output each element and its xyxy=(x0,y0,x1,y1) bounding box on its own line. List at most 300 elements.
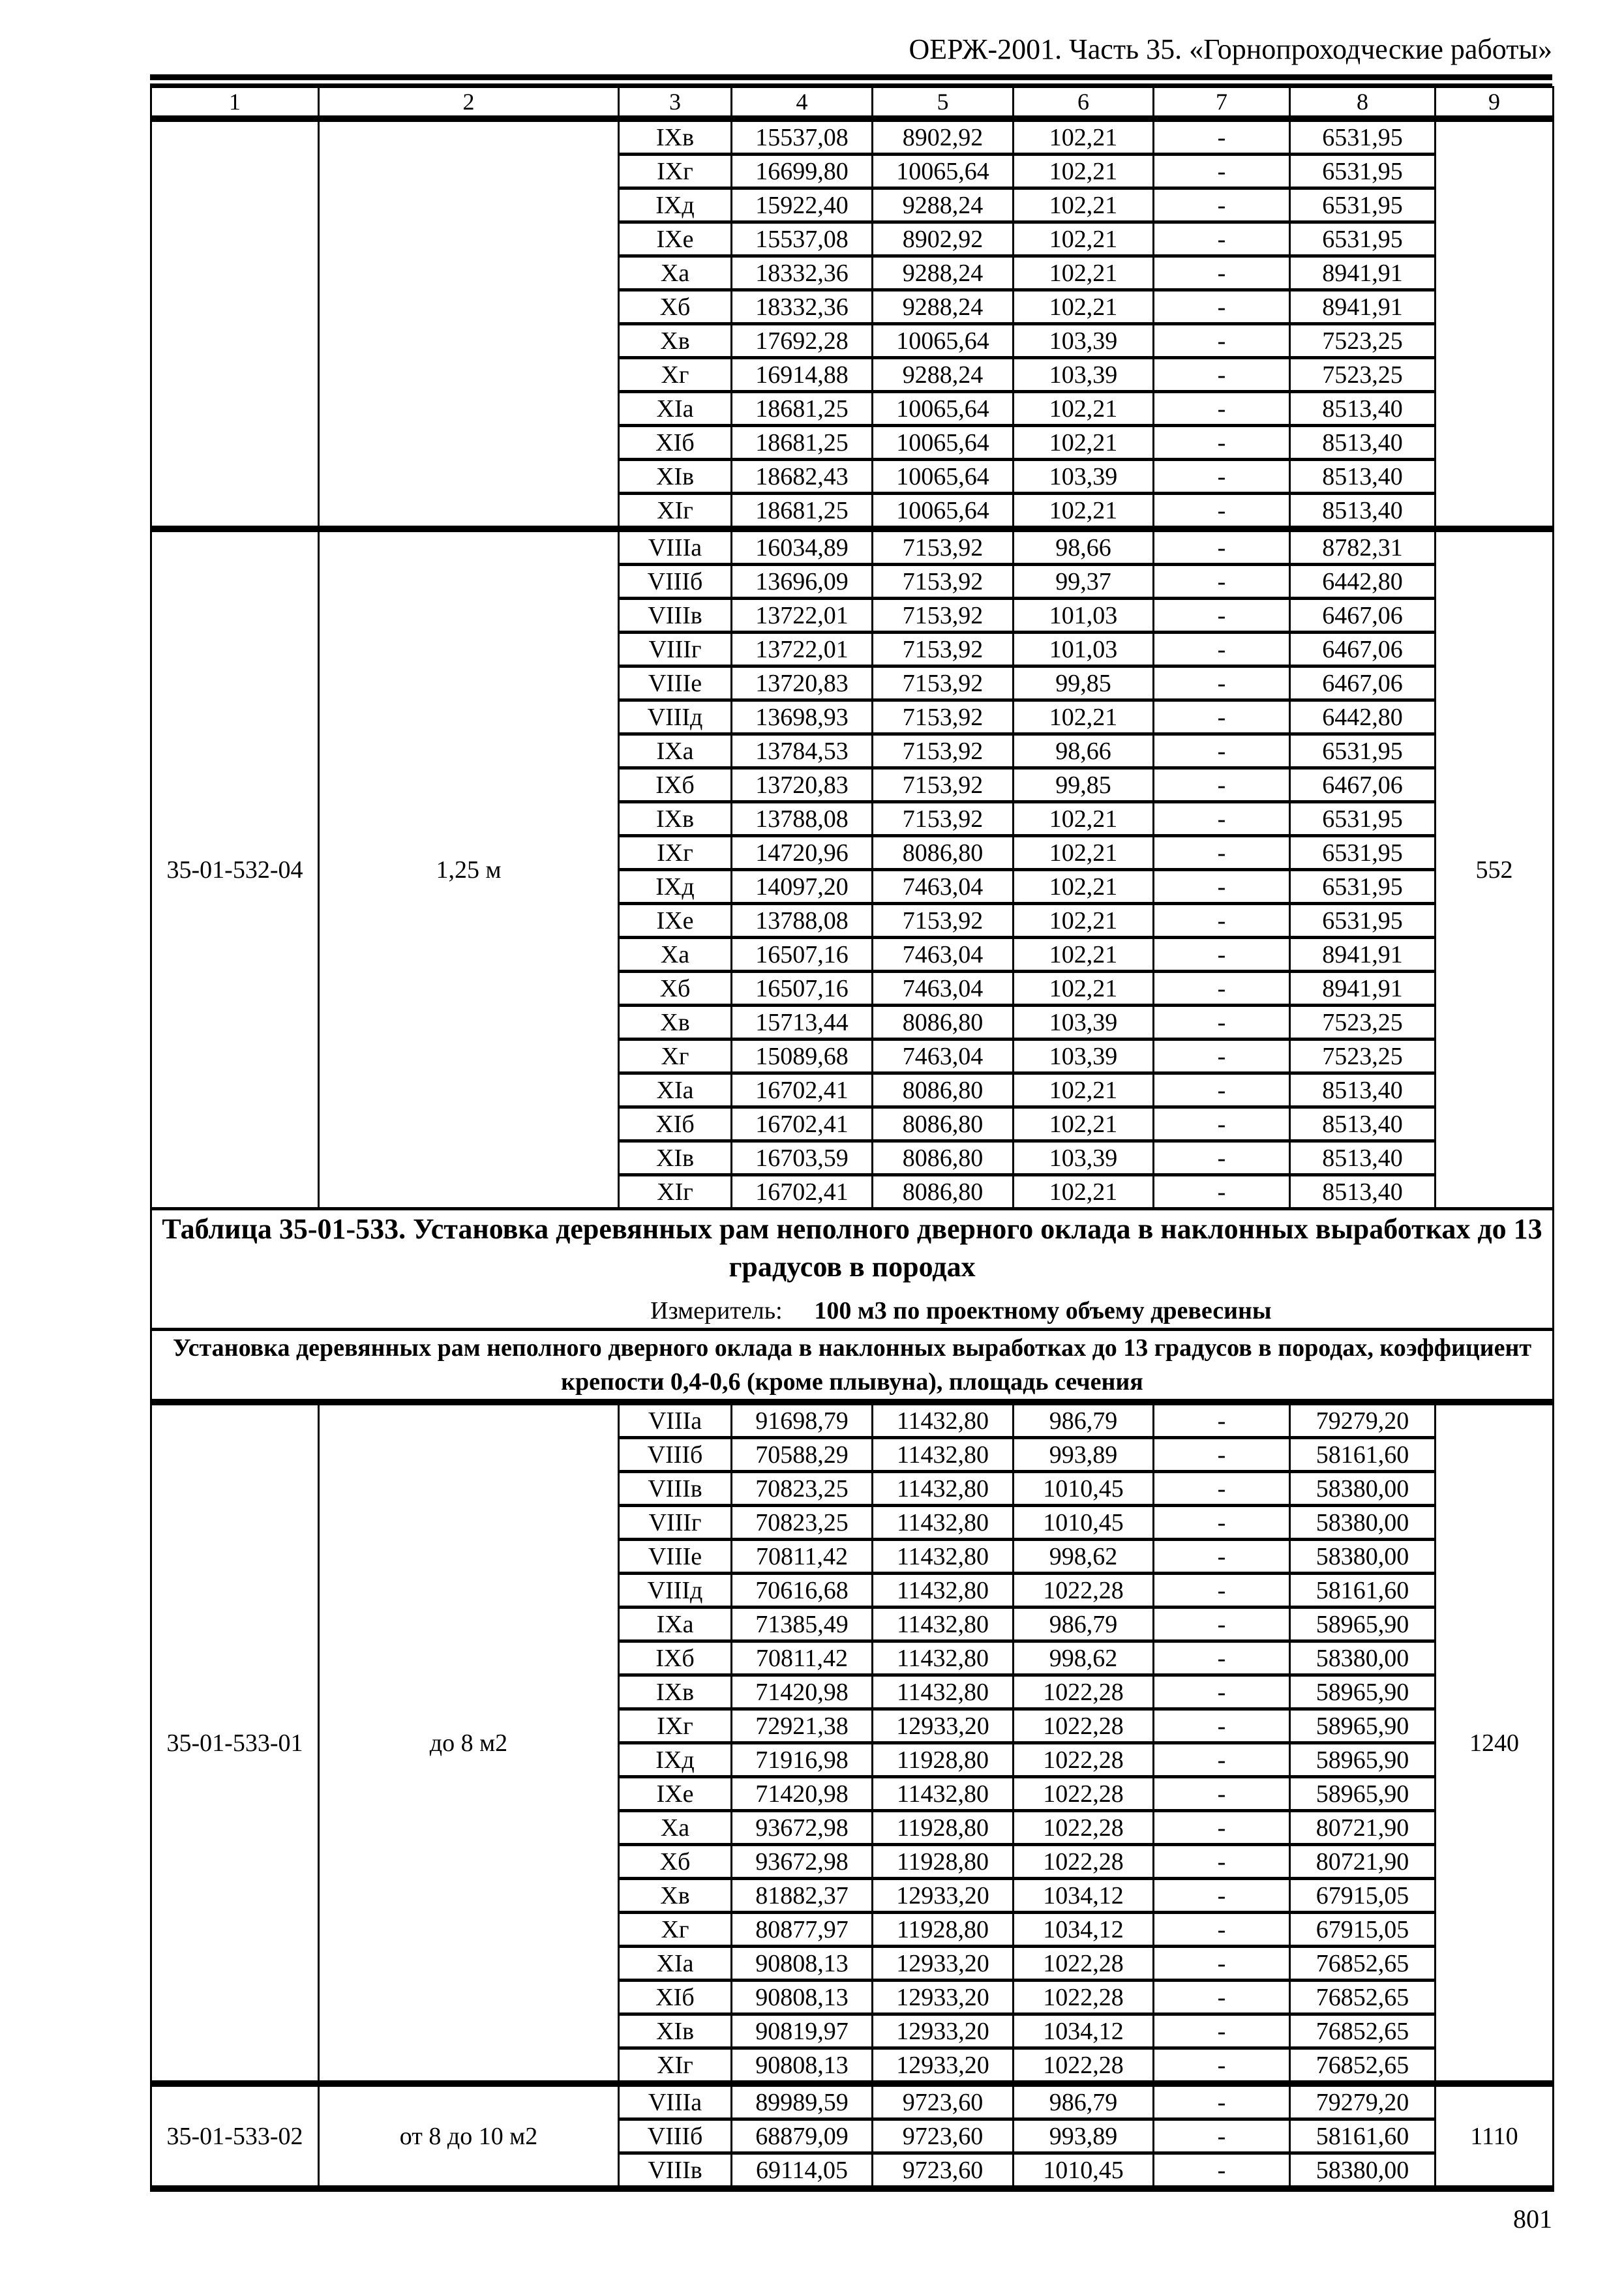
value-cell: 8086,80 xyxy=(873,836,1014,870)
value-cell: 6442,80 xyxy=(1290,565,1436,599)
value-cell: 10065,64 xyxy=(873,155,1014,188)
value-cell: 16914,88 xyxy=(732,358,873,392)
dash-cell: - xyxy=(1154,1175,1290,1209)
value-cell: 1022,28 xyxy=(1014,1845,1154,1879)
value-cell: 17692,28 xyxy=(732,324,873,358)
dash-cell: - xyxy=(1154,1006,1290,1040)
measure-row xyxy=(338,1296,1552,1325)
value-cell: 7463,04 xyxy=(873,1040,1014,1073)
grade-cell: Xг xyxy=(619,1040,732,1073)
value-cell: 8513,40 xyxy=(1290,392,1436,426)
grade-cell: VIIIа xyxy=(619,2084,732,2119)
value-cell: 13698,93 xyxy=(732,700,873,734)
grade-cell: XIа xyxy=(619,392,732,426)
value-cell: 93672,98 xyxy=(732,1811,873,1845)
value-cell: 93672,98 xyxy=(732,1845,873,1879)
value-cell: 7153,92 xyxy=(873,768,1014,802)
value-cell: 58380,00 xyxy=(1290,2153,1436,2189)
header-divider-rule xyxy=(150,74,1552,86)
value-cell: 76852,65 xyxy=(1290,1947,1436,1981)
value-cell: 13720,83 xyxy=(732,768,873,802)
grade-cell: IXа xyxy=(619,734,732,768)
value-cell: 7153,92 xyxy=(873,565,1014,599)
value-cell: 16702,41 xyxy=(732,1107,873,1141)
value-cell: 18682,43 xyxy=(732,460,873,494)
value-cell: 68879,09 xyxy=(732,2119,873,2153)
grade-cell: XIг xyxy=(619,1175,732,1209)
value-cell: 89989,59 xyxy=(732,2084,873,2119)
value-cell: 91698,79 xyxy=(732,1402,873,1438)
rate-code-cell: 35-01-533-02 xyxy=(151,2084,319,2189)
value-cell: 11432,80 xyxy=(873,1608,1014,1641)
value-cell: 7153,92 xyxy=(873,904,1014,938)
dash-cell: - xyxy=(1154,2014,1290,2048)
value-cell: 6531,95 xyxy=(1290,870,1436,904)
value-cell: 102,21 xyxy=(1014,222,1154,256)
value-cell: 15089,68 xyxy=(732,1040,873,1073)
value-cell: 16703,59 xyxy=(732,1141,873,1175)
value-cell: 6531,95 xyxy=(1290,836,1436,870)
value-cell: 81882,37 xyxy=(732,1879,873,1913)
value-cell: 15713,44 xyxy=(732,1006,873,1040)
dash-cell: - xyxy=(1154,1675,1290,1709)
grade-cell: VIIIг xyxy=(619,1506,732,1540)
value-cell: 1034,12 xyxy=(1014,2014,1154,2048)
value-cell: 12933,20 xyxy=(873,1947,1014,1981)
value-cell: 10065,64 xyxy=(873,460,1014,494)
grade-cell: Xв xyxy=(619,324,732,358)
rate-code-cell: 35-01-533-01 xyxy=(151,1402,319,2084)
grade-cell: XIа xyxy=(619,1073,732,1107)
value-cell: 6531,95 xyxy=(1290,222,1436,256)
value-cell: 1022,28 xyxy=(1014,1709,1154,1743)
grade-cell: VIIIе xyxy=(619,666,732,700)
value-cell: 18681,25 xyxy=(732,426,873,460)
dash-cell: - xyxy=(1154,1141,1290,1175)
dash-cell: - xyxy=(1154,1913,1290,1947)
value-cell: 102,21 xyxy=(1014,256,1154,290)
grade-cell: Xб xyxy=(619,290,732,324)
dash-cell: - xyxy=(1154,222,1290,256)
value-cell: 80721,90 xyxy=(1290,1811,1436,1845)
value-cell: 103,39 xyxy=(1014,460,1154,494)
value-cell: 8086,80 xyxy=(873,1175,1014,1209)
value-cell: 9288,24 xyxy=(873,256,1014,290)
value-cell: 11928,80 xyxy=(873,1811,1014,1845)
norm-cell xyxy=(1436,119,1554,529)
value-cell: 12933,20 xyxy=(873,1981,1014,2014)
dash-cell: - xyxy=(1154,256,1290,290)
value-cell: 7463,04 xyxy=(873,938,1014,972)
grade-cell: Xа xyxy=(619,256,732,290)
parameter-cell xyxy=(319,119,619,529)
value-cell: 16702,41 xyxy=(732,1073,873,1107)
dash-cell: - xyxy=(1154,633,1290,666)
grade-cell: IXв xyxy=(619,802,732,836)
value-cell: 18681,25 xyxy=(732,392,873,426)
table-title-row xyxy=(151,1209,1554,1330)
dash-cell: - xyxy=(1154,1981,1290,2014)
value-cell: 1022,28 xyxy=(1014,1981,1154,2014)
dash-cell: - xyxy=(1154,1608,1290,1641)
value-cell: 58965,90 xyxy=(1290,1675,1436,1709)
grade-cell: VIIIд xyxy=(619,1574,732,1608)
norm-cell: 1240 xyxy=(1436,1402,1554,2084)
value-cell: 1022,28 xyxy=(1014,1811,1154,1845)
value-cell: 58380,00 xyxy=(1290,1506,1436,1540)
dash-cell: - xyxy=(1154,188,1290,222)
dash-cell: - xyxy=(1154,119,1290,155)
value-cell: 80877,97 xyxy=(732,1913,873,1947)
section-description-row xyxy=(151,1330,1554,1403)
grade-cell: IXб xyxy=(619,768,732,802)
table-row xyxy=(151,2084,1554,2119)
grade-cell: Xб xyxy=(619,972,732,1006)
grade-cell: XIг xyxy=(619,2048,732,2084)
value-cell: 11432,80 xyxy=(873,1675,1014,1709)
value-cell: 90808,13 xyxy=(732,1947,873,1981)
value-cell: 10065,64 xyxy=(873,494,1014,530)
grade-cell: IXг xyxy=(619,836,732,870)
value-cell: 1022,28 xyxy=(1014,1743,1154,1777)
value-cell: 8941,91 xyxy=(1290,938,1436,972)
value-cell: 102,21 xyxy=(1014,1175,1154,1209)
dash-cell: - xyxy=(1154,938,1290,972)
value-cell: 102,21 xyxy=(1014,904,1154,938)
value-cell: 8941,91 xyxy=(1290,290,1436,324)
value-cell: 102,21 xyxy=(1014,972,1154,1006)
value-cell: 1010,45 xyxy=(1014,2153,1154,2189)
parameter-cell: от 8 до 10 м2 xyxy=(319,2084,619,2189)
value-cell: 102,21 xyxy=(1014,290,1154,324)
dash-cell: - xyxy=(1154,1040,1290,1073)
value-cell: 14097,20 xyxy=(732,870,873,904)
value-cell: 8513,40 xyxy=(1290,1141,1436,1175)
value-cell: 8902,92 xyxy=(873,222,1014,256)
value-cell: 986,79 xyxy=(1014,1608,1154,1641)
value-cell: 76852,65 xyxy=(1290,1981,1436,2014)
value-cell: 58161,60 xyxy=(1290,1574,1436,1608)
value-cell: 7153,92 xyxy=(873,734,1014,768)
grade-cell: VIIIв xyxy=(619,2153,732,2189)
value-cell: 79279,20 xyxy=(1290,2084,1436,2119)
value-cell: 9723,60 xyxy=(873,2119,1014,2153)
grade-cell: VIIIа xyxy=(619,529,732,565)
value-cell: 6531,95 xyxy=(1290,734,1436,768)
dash-cell: - xyxy=(1154,1845,1290,1879)
value-cell: 16699,80 xyxy=(732,155,873,188)
norm-cell: 552 xyxy=(1436,529,1554,1209)
dash-cell: - xyxy=(1154,1107,1290,1141)
dash-cell: - xyxy=(1154,666,1290,700)
table-row xyxy=(151,1402,1554,1438)
grade-cell: XIб xyxy=(619,1981,732,2014)
dash-cell: - xyxy=(1154,2119,1290,2153)
column-numbers-row xyxy=(151,87,1554,119)
column-number-cell: 4 xyxy=(732,87,873,119)
value-cell: 12933,20 xyxy=(873,1709,1014,1743)
value-cell: 90819,97 xyxy=(732,2014,873,2048)
value-cell: 58965,90 xyxy=(1290,1777,1436,1811)
value-cell: 8086,80 xyxy=(873,1006,1014,1040)
table-533-title: Таблица 35-01-533. Установка деревянных рам неполного дверного оклада в наклонных выработках до 13 градусов в породах xyxy=(162,1213,1542,1283)
value-cell: 6467,06 xyxy=(1290,768,1436,802)
value-cell: 67915,05 xyxy=(1290,1879,1436,1913)
value-cell: 58161,60 xyxy=(1290,1438,1436,1472)
value-cell: 12933,20 xyxy=(873,1879,1014,1913)
rate-code-cell xyxy=(151,119,319,529)
value-cell: 11432,80 xyxy=(873,1641,1014,1675)
value-cell: 58380,00 xyxy=(1290,1472,1436,1506)
value-cell: 7523,25 xyxy=(1290,358,1436,392)
value-cell: 16034,89 xyxy=(732,529,873,565)
value-cell: 67915,05 xyxy=(1290,1913,1436,1947)
grade-cell: IXе xyxy=(619,222,732,256)
dash-cell: - xyxy=(1154,2153,1290,2189)
value-cell: 102,21 xyxy=(1014,1107,1154,1141)
parameter-cell: 1,25 м xyxy=(319,529,619,1209)
value-cell: 102,21 xyxy=(1014,836,1154,870)
value-cell: 13720,83 xyxy=(732,666,873,700)
dash-cell: - xyxy=(1154,734,1290,768)
dash-cell: - xyxy=(1154,2084,1290,2119)
value-cell: 8086,80 xyxy=(873,1073,1014,1107)
value-cell: 7523,25 xyxy=(1290,1040,1436,1073)
value-cell: 79279,20 xyxy=(1290,1402,1436,1438)
grade-cell: IXб xyxy=(619,1641,732,1675)
value-cell: 998,62 xyxy=(1014,1641,1154,1675)
value-cell: 8513,40 xyxy=(1290,494,1436,530)
value-cell: 80721,90 xyxy=(1290,1845,1436,1879)
column-number-cell: 6 xyxy=(1014,87,1154,119)
value-cell: 11432,80 xyxy=(873,1438,1014,1472)
grade-cell: XIв xyxy=(619,1141,732,1175)
value-cell: 15537,08 xyxy=(732,119,873,155)
value-cell: 8513,40 xyxy=(1290,1073,1436,1107)
column-number-cell: 3 xyxy=(619,87,732,119)
value-cell: 70811,42 xyxy=(732,1641,873,1675)
grade-cell: Xв xyxy=(619,1879,732,1913)
value-cell: 6531,95 xyxy=(1290,155,1436,188)
value-cell: 9723,60 xyxy=(873,2084,1014,2119)
value-cell: 76852,65 xyxy=(1290,2014,1436,2048)
value-cell: 18681,25 xyxy=(732,494,873,530)
value-cell: 58965,90 xyxy=(1290,1743,1436,1777)
value-cell: 15922,40 xyxy=(732,188,873,222)
rates-table xyxy=(150,86,1554,2192)
value-cell: 12933,20 xyxy=(873,2048,1014,2084)
dash-cell: - xyxy=(1154,358,1290,392)
dash-cell: - xyxy=(1154,1574,1290,1608)
value-cell: 8941,91 xyxy=(1290,256,1436,290)
value-cell: 6531,95 xyxy=(1290,904,1436,938)
grade-cell: XIг xyxy=(619,494,732,530)
value-cell: 76852,65 xyxy=(1290,2048,1436,2084)
value-cell: 10065,64 xyxy=(873,392,1014,426)
value-cell: 8513,40 xyxy=(1290,460,1436,494)
value-cell: 9288,24 xyxy=(873,188,1014,222)
value-cell: 99,85 xyxy=(1014,768,1154,802)
value-cell: 102,21 xyxy=(1014,938,1154,972)
value-cell: 8902,92 xyxy=(873,119,1014,155)
value-cell: 16507,16 xyxy=(732,972,873,1006)
column-number-cell: 9 xyxy=(1436,87,1554,119)
page-header-title: ОЕРЖ-2001. Часть 35. «Горнопроходческие работы» xyxy=(909,33,1552,65)
value-cell: 58965,90 xyxy=(1290,1608,1436,1641)
value-cell: 7153,92 xyxy=(873,529,1014,565)
dash-cell: - xyxy=(1154,1506,1290,1540)
value-cell: 58380,00 xyxy=(1290,1641,1436,1675)
norm-cell: 1110 xyxy=(1436,2084,1554,2189)
grade-cell: VIIIб xyxy=(619,565,732,599)
value-cell: 8513,40 xyxy=(1290,426,1436,460)
dash-cell: - xyxy=(1154,1438,1290,1472)
measure-label: Измеритель: xyxy=(650,1297,783,1324)
grade-cell: VIIIд xyxy=(619,700,732,734)
column-number-cell: 8 xyxy=(1290,87,1436,119)
value-cell: 1022,28 xyxy=(1014,1947,1154,1981)
grade-cell: VIIIа xyxy=(619,1402,732,1438)
value-cell: 99,37 xyxy=(1014,565,1154,599)
value-cell: 7523,25 xyxy=(1290,324,1436,358)
value-cell: 103,39 xyxy=(1014,324,1154,358)
grade-cell: Xв xyxy=(619,1006,732,1040)
value-cell: 16702,41 xyxy=(732,1175,873,1209)
value-cell: 13784,53 xyxy=(732,734,873,768)
value-cell: 72921,38 xyxy=(732,1709,873,1743)
dash-cell: - xyxy=(1154,1540,1290,1574)
table-row xyxy=(151,529,1554,565)
dash-cell: - xyxy=(1154,460,1290,494)
grade-cell: XIв xyxy=(619,460,732,494)
value-cell: 11432,80 xyxy=(873,1540,1014,1574)
value-cell: 18332,36 xyxy=(732,256,873,290)
value-cell: 101,03 xyxy=(1014,633,1154,666)
value-cell: 71420,98 xyxy=(732,1777,873,1811)
dash-cell: - xyxy=(1154,1947,1290,1981)
value-cell: 13722,01 xyxy=(732,633,873,666)
grade-cell: XIа xyxy=(619,1947,732,1981)
value-cell: 102,21 xyxy=(1014,392,1154,426)
value-cell: 11928,80 xyxy=(873,1845,1014,1879)
value-cell: 18332,36 xyxy=(732,290,873,324)
grade-cell: XIв xyxy=(619,2014,732,2048)
value-cell: 8086,80 xyxy=(873,1107,1014,1141)
section-description-cell: Установка деревянных рам неполного дверного оклада в наклонных выработках до 13 градусов в породах, коэффициент крепости 0,4-0,6 (кроме плывуна), площадь сечения xyxy=(151,1330,1554,1403)
value-cell: 1034,12 xyxy=(1014,1913,1154,1947)
value-cell: 102,21 xyxy=(1014,700,1154,734)
value-cell: 102,21 xyxy=(1014,802,1154,836)
value-cell: 11432,80 xyxy=(873,1777,1014,1811)
dash-cell: - xyxy=(1154,1709,1290,1743)
value-cell: 58161,60 xyxy=(1290,2119,1436,2153)
value-cell: 70588,29 xyxy=(732,1438,873,1472)
table-row xyxy=(151,119,1554,155)
value-cell: 70616,68 xyxy=(732,1574,873,1608)
table-title-cell xyxy=(151,1209,1554,1330)
measure-value: 100 м3 по проектному объему древесины xyxy=(814,1297,1272,1324)
value-cell: 11432,80 xyxy=(873,1506,1014,1540)
value-cell: 13722,01 xyxy=(732,599,873,633)
rate-code-cell: 35-01-532-04 xyxy=(151,529,319,1209)
value-cell: 71385,49 xyxy=(732,1608,873,1641)
grade-cell: IXе xyxy=(619,1777,732,1811)
dash-cell: - xyxy=(1154,155,1290,188)
value-cell: 12933,20 xyxy=(873,2014,1014,2048)
column-number-cell: 1 xyxy=(151,87,319,119)
grade-cell: Xа xyxy=(619,1811,732,1845)
value-cell: 7153,92 xyxy=(873,802,1014,836)
column-number-cell: 7 xyxy=(1154,87,1290,119)
value-cell: 1010,45 xyxy=(1014,1472,1154,1506)
dash-cell: - xyxy=(1154,1073,1290,1107)
grade-cell: VIIIв xyxy=(619,599,732,633)
dash-cell: - xyxy=(1154,290,1290,324)
value-cell: 8941,91 xyxy=(1290,972,1436,1006)
value-cell: 8086,80 xyxy=(873,1141,1014,1175)
value-cell: 102,21 xyxy=(1014,1073,1154,1107)
page-number: 801 xyxy=(1513,2204,1552,2234)
dash-cell: - xyxy=(1154,1402,1290,1438)
grade-cell: VIIIе xyxy=(619,1540,732,1574)
value-cell: 6467,06 xyxy=(1290,599,1436,633)
dash-cell: - xyxy=(1154,802,1290,836)
dash-cell: - xyxy=(1154,529,1290,565)
dash-cell: - xyxy=(1154,565,1290,599)
dash-cell: - xyxy=(1154,426,1290,460)
value-cell: 102,21 xyxy=(1014,870,1154,904)
dash-cell: - xyxy=(1154,1811,1290,1845)
value-cell: 102,21 xyxy=(1014,119,1154,155)
value-cell: 993,89 xyxy=(1014,1438,1154,1472)
value-cell: 11928,80 xyxy=(873,1913,1014,1947)
grade-cell: IXд xyxy=(619,188,732,222)
grade-cell: VIIIб xyxy=(619,1438,732,1472)
value-cell: 6531,95 xyxy=(1290,802,1436,836)
value-cell: 99,85 xyxy=(1014,666,1154,700)
dash-cell: - xyxy=(1154,1777,1290,1811)
dash-cell: - xyxy=(1154,1472,1290,1506)
dash-cell: - xyxy=(1154,972,1290,1006)
grade-cell: IXд xyxy=(619,1743,732,1777)
grade-cell: VIIIг xyxy=(619,633,732,666)
value-cell: 98,66 xyxy=(1014,529,1154,565)
dash-cell: - xyxy=(1154,2048,1290,2084)
value-cell: 1034,12 xyxy=(1014,1879,1154,1913)
value-cell: 11432,80 xyxy=(873,1472,1014,1506)
value-cell: 70811,42 xyxy=(732,1540,873,1574)
dash-cell: - xyxy=(1154,392,1290,426)
grade-cell: Xб xyxy=(619,1845,732,1879)
value-cell: 1022,28 xyxy=(1014,1777,1154,1811)
value-cell: 69114,05 xyxy=(732,2153,873,2189)
value-cell: 1022,28 xyxy=(1014,1675,1154,1709)
value-cell: 993,89 xyxy=(1014,2119,1154,2153)
value-cell: 7153,92 xyxy=(873,599,1014,633)
value-cell: 10065,64 xyxy=(873,324,1014,358)
dash-cell: - xyxy=(1154,1743,1290,1777)
value-cell: 58380,00 xyxy=(1290,1540,1436,1574)
value-cell: 15537,08 xyxy=(732,222,873,256)
grade-cell: XIб xyxy=(619,1107,732,1141)
value-cell: 7463,04 xyxy=(873,972,1014,1006)
value-cell: 11432,80 xyxy=(873,1574,1014,1608)
value-cell: 11432,80 xyxy=(873,1402,1014,1438)
value-cell: 7463,04 xyxy=(873,870,1014,904)
grade-cell: IXе xyxy=(619,904,732,938)
value-cell: 14720,96 xyxy=(732,836,873,870)
grade-cell: VIIIб xyxy=(619,2119,732,2153)
